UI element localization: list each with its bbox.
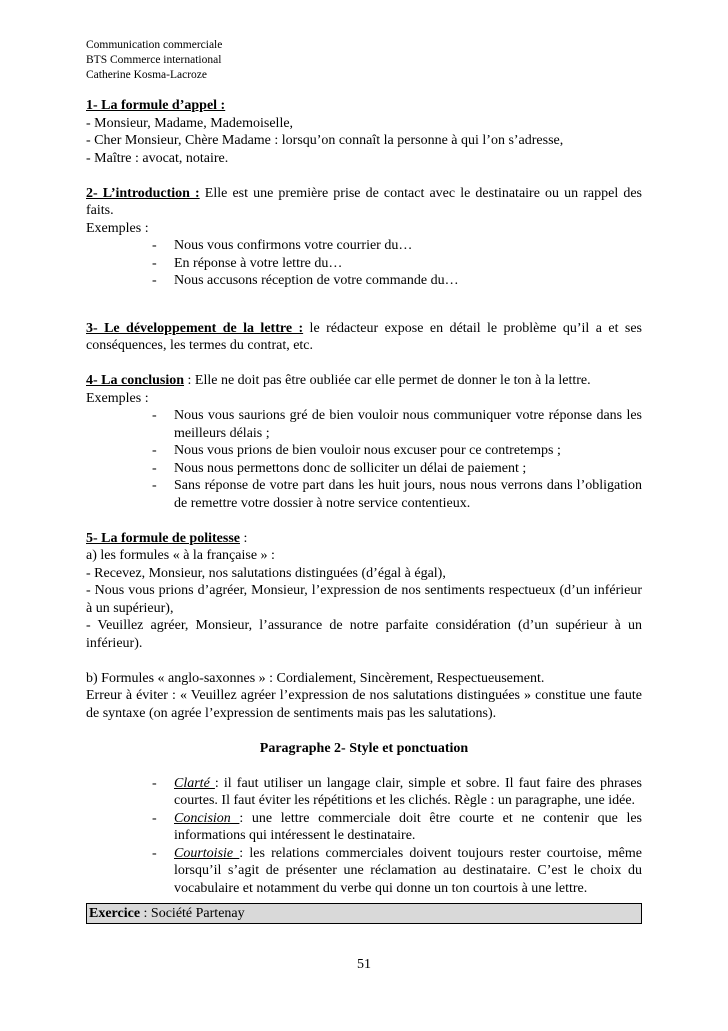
section-4-examples-list	[86, 407, 642, 512]
document-header	[86, 38, 642, 83]
paragraph-2-heading: Paragraphe 2- Style et ponctuation	[259, 740, 469, 756]
section-5-title: 5- La formule de politesse	[86, 530, 240, 546]
section-1-title: 1- La formule d’appel :	[86, 98, 226, 113]
section-5-line: - Veuillez agréer, Monsieur, l’assurance de notre parfaite considération (d’un supérieur à un inférieur).	[86, 618, 642, 651]
header-author: Catherine Kosma-Lacroze	[86, 69, 208, 81]
rule-term: Concision	[174, 810, 240, 826]
list-item: - Nous vous saurions gré de bien vouloir nous communiquer votre réponse dans les meilleurs délais ;	[152, 408, 642, 441]
list-item: - Nous vous prions de bien vouloir nous excuser pour ce contretemps ;	[152, 443, 561, 458]
section-4-examples-label: Exemples :	[86, 390, 149, 406]
exercise-box	[86, 903, 642, 924]
section-3-text: le rédacteur expose en détail le problème qu’il a et ses conséquences, les termes du contrat, etc.	[86, 320, 642, 353]
list-item: - Nous vous confirmons votre courrier du…	[152, 238, 413, 253]
list-item: - Sans réponse de votre part dans les huit jours, nous nous verrons dans l’obligation de remettre votre dossier à notre service contentieux.	[152, 478, 642, 511]
rule-term: Courtoisie	[174, 845, 240, 861]
section-4-paragraph	[86, 372, 642, 390]
list-item: - Clarté : il faut utiliser un langage clair, simple et sobre. Il faut faire des phrases courtes. Il faut éviter les répétitions et les clichés. Règle : un paragraphe, une idée.	[152, 775, 643, 808]
header-course: Communication commerciale	[86, 39, 223, 51]
section-1-line: - Monsieur, Madame, Mademoiselle,	[86, 115, 294, 131]
section-5-b: b) Formules « anglo-saxonnes » : Cordialement, Sincèrement, Respectueusement.	[86, 670, 545, 686]
document-page	[86, 38, 642, 924]
section-4-text: : Elle ne doit pas être oubliée car elle permet de donner le ton à la lettre.	[184, 373, 591, 388]
exercise-label: Exercice	[89, 906, 141, 921]
section-3-paragraph	[86, 320, 642, 355]
list-item: - Nous accusons réception de votre commande du…	[152, 273, 459, 288]
section-5-line: - Recevez, Monsieur, nos salutations distinguées (d’égal à égal),	[86, 565, 446, 581]
list-item: - Nous nous permettons donc de solliciter un délai de paiement ;	[152, 460, 527, 476]
style-rules-list	[86, 775, 642, 898]
list-item: - Concision : une lettre commerciale doit être courte et ne contenir que les informations qui intéressent le destinataire.	[152, 810, 643, 843]
exercise-text: : Société Partenay	[140, 906, 245, 921]
section-4-title: 4- La conclusion	[86, 373, 185, 388]
section-5-line: - Nous vous prions d’agréer, Monsieur, l’expression de nos sentiments respectueux (d’un inférieur à un supérieur),	[86, 583, 642, 616]
section-1-line: - Maître : avocat, notaire.	[86, 150, 229, 166]
section-2-title: 2- L’introduction :	[86, 185, 200, 201]
header-program: BTS Commerce international	[86, 54, 222, 66]
section-3-title: 3- Le développement de la lettre :	[86, 320, 304, 336]
section-2-examples-label: Exemples :	[86, 220, 149, 236]
section-2-examples-list	[86, 237, 642, 290]
rule-term: Clarté	[174, 775, 215, 791]
page-number: 51	[357, 957, 371, 972]
list-item: - Courtoisie : les relations commerciales doivent toujours rester courtoise, même lorsqu’il s’agit de présenter une réclamation au destinataire. C’est le choix du vocabulaire et notamment du verbe qui donne un ton courtois à une lettre.	[152, 845, 643, 896]
section-1-line: - Cher Monsieur, Chère Madame : lorsqu’on connaît la personne à qui l’on s’adresse,	[86, 133, 564, 148]
section-5-title-line: 5- La formule de politesse :	[86, 530, 248, 546]
section-5-error-note: Erreur à éviter : « Veuillez agréer l’expression de nos salutations distinguées » constitue une faute de syntaxe (on agrée l’expression de sentiments mais pas les salutations).	[86, 688, 642, 721]
section-2-text: Elle est une première prise de contact avec le destinataire ou un rappel des faits.	[86, 185, 642, 218]
section-5-a: a) les formules « à la française » :	[86, 548, 275, 563]
list-item: - En réponse à votre lettre du…	[152, 255, 343, 271]
section-2-paragraph	[86, 185, 642, 220]
